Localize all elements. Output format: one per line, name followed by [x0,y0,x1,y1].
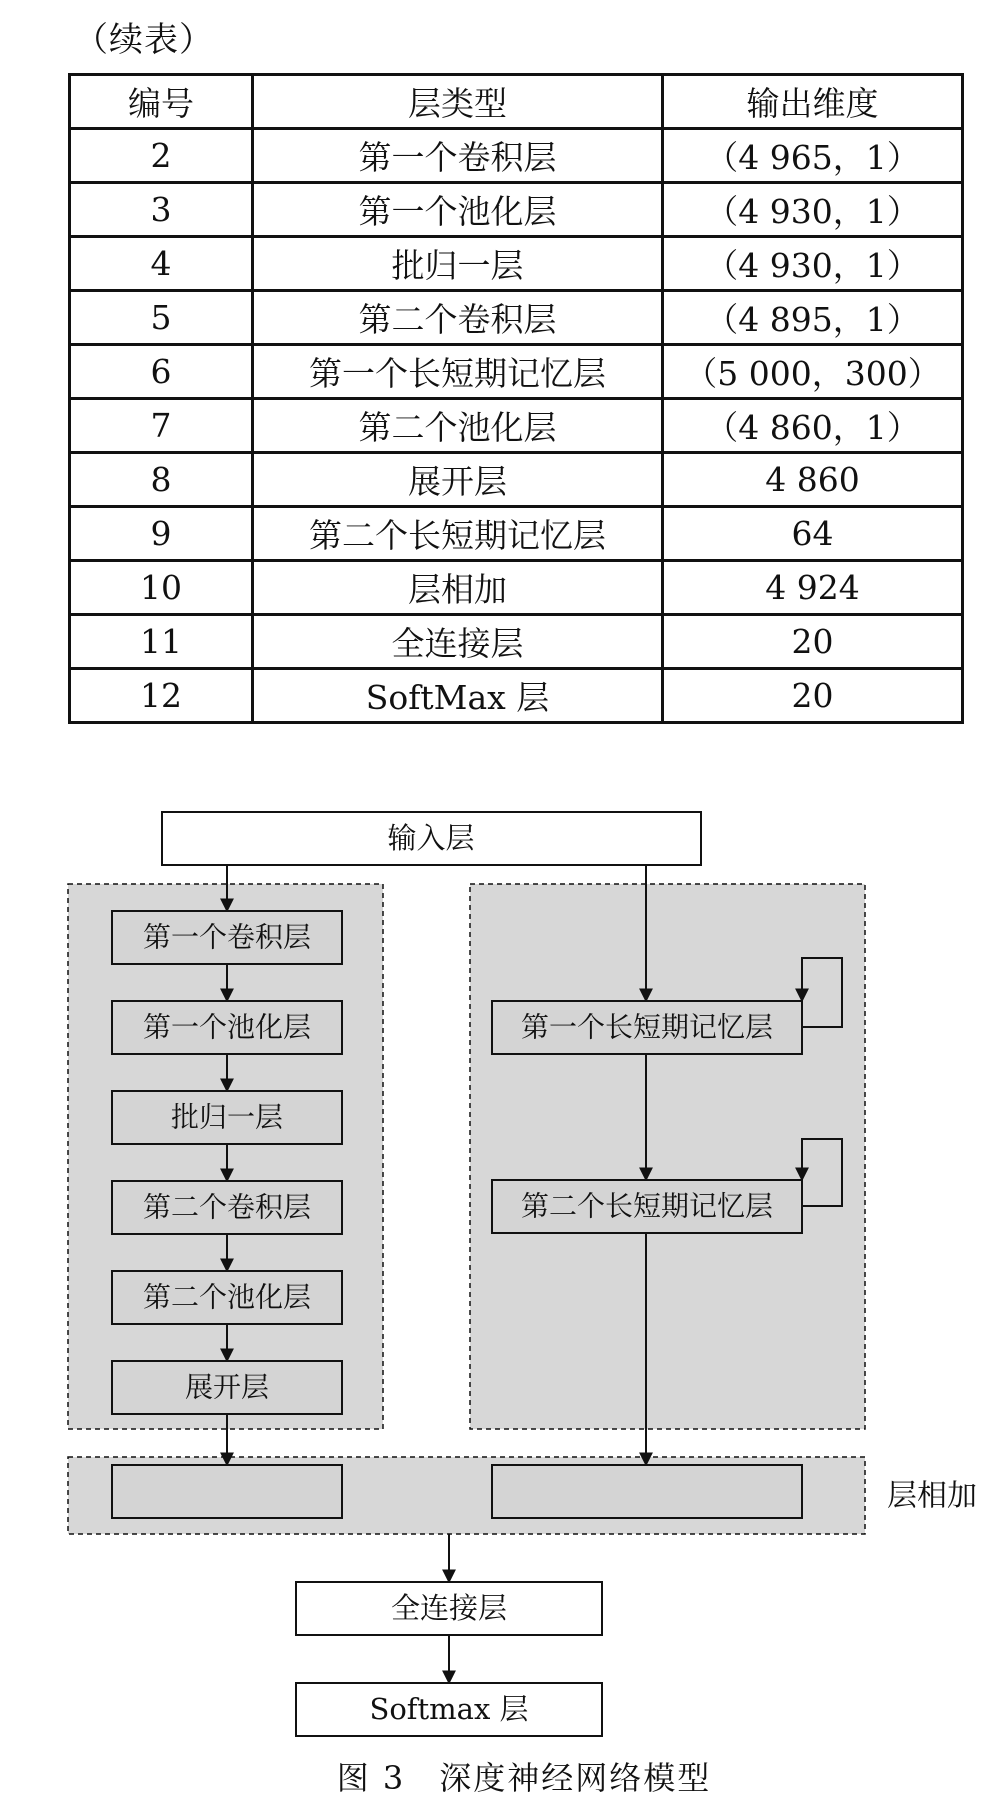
header-layer-type: 层类型 [253,75,663,129]
table-row [70,453,963,507]
cell-output-dim: （4 895，1） [663,291,963,345]
continued-label: （续表） [74,20,214,60]
cell-index: 12 [70,669,253,723]
softmax-layer-label: Softmax 层 [369,1692,529,1726]
table-row [70,615,963,669]
add-input-box-right [492,1465,802,1518]
table-row [70,561,963,615]
cell-output-dim: （4 965，1） [663,129,963,183]
dense-layer-label: 全连接层 [390,1591,508,1625]
cell-output-dim: 4 860 [663,453,963,507]
cnn-layer-label: 批归一层 [170,1100,284,1134]
cell-output-dim: 4 924 [663,561,963,615]
cell-layer-type: SoftMax 层 [253,669,663,723]
figure-caption: 图 3 深度神经网络模型 [336,1759,712,1797]
table-row [70,345,963,399]
cell-layer-type: 第一个卷积层 [253,129,663,183]
cell-layer-type: 全连接层 [253,615,663,669]
input-layer-label: 输入层 [387,821,475,855]
cell-index: 11 [70,615,253,669]
cell-output-dim: 20 [663,669,963,723]
cell-layer-type: 批归一层 [253,237,663,291]
cell-layer-type: 第二个长短期记忆层 [253,507,663,561]
cell-output-dim: （4 860，1） [663,399,963,453]
cell-layer-type: 展开层 [253,453,663,507]
cnn-layer-label: 展开层 [184,1370,270,1404]
cell-layer-type: 层相加 [253,561,663,615]
cell-index: 4 [70,237,253,291]
table-row [70,129,963,183]
header-index: 编号 [70,75,253,129]
table-row [70,183,963,237]
lstm-layer-label: 第二个长短期记忆层 [520,1189,774,1223]
add-layer-label: 层相加 [887,1478,977,1514]
cell-output-dim: 20 [663,615,963,669]
cell-index: 2 [70,129,253,183]
table-row [70,507,963,561]
lstm-branch-panel [470,884,865,1429]
cell-index: 7 [70,399,253,453]
cell-index: 8 [70,453,253,507]
cell-index: 3 [70,183,253,237]
layer-table [68,73,964,724]
network-diagram [0,770,1000,1804]
table-row [70,291,963,345]
cell-index: 9 [70,507,253,561]
cell-layer-type: 第一个长短期记忆层 [253,345,663,399]
header-output-dim: 输出维度 [663,75,963,129]
lstm-layer-label: 第一个长短期记忆层 [520,1010,774,1044]
table-row [70,669,963,723]
cell-output-dim: （4 930，1） [663,183,963,237]
cnn-layer-label: 第二个池化层 [142,1280,312,1314]
cell-output-dim: （5 000，300） [663,345,963,399]
cnn-layer-label: 第二个卷积层 [142,1190,312,1224]
cnn-branch-panel [68,884,383,1429]
cell-layer-type: 第二个池化层 [253,399,663,453]
cell-index: 6 [70,345,253,399]
cnn-layer-label: 第一个池化层 [142,1010,312,1044]
table-header-row [70,75,963,129]
cell-output-dim: （4 930，1） [663,237,963,291]
cell-index: 10 [70,561,253,615]
cell-index: 5 [70,291,253,345]
cell-layer-type: 第二个卷积层 [253,291,663,345]
cell-output-dim: 64 [663,507,963,561]
cell-layer-type: 第一个池化层 [253,183,663,237]
table-row [70,237,963,291]
table-row [70,399,963,453]
add-input-box-left [112,1465,342,1518]
cnn-layer-label: 第一个卷积层 [142,920,312,954]
